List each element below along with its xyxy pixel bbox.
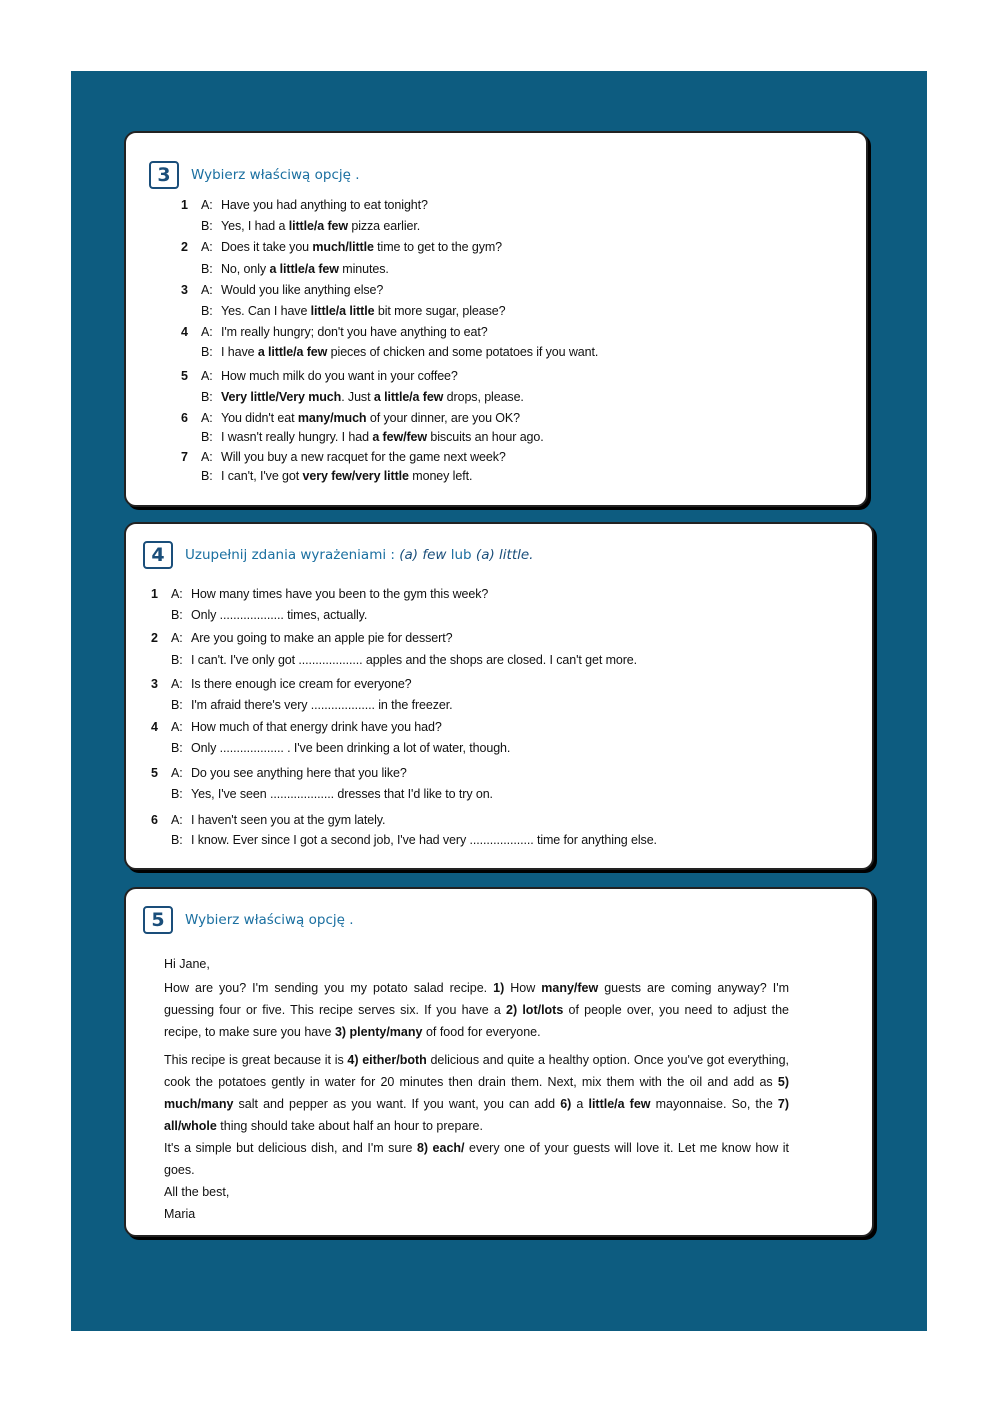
text-segment: thing should take about half an hour to prepare. xyxy=(216,1119,483,1133)
item-number: 4 xyxy=(181,325,188,339)
text-segment: delicious and quite a healthy option. Once you've got everything, cook the potatoes gently in water for 20 minutes then drain them. Next, mix them with the oil and add as xyxy=(164,1053,790,1089)
item-number: 7 xyxy=(181,450,188,464)
speaker-label: B: xyxy=(171,608,183,622)
question-line-a xyxy=(151,720,442,734)
letter-paragraph xyxy=(164,1137,789,1181)
question-line-a xyxy=(181,369,458,383)
answer-option: much/little xyxy=(312,240,374,254)
line-text: I can't. I've only got ................... apples and the shops are closed. I can't get more. xyxy=(191,653,638,667)
speaker-label: A: xyxy=(201,198,213,212)
question-line-b xyxy=(151,698,452,712)
exercise-instruction: Wybierz właściwą opcję . xyxy=(191,167,360,183)
text-segment: minutes. xyxy=(338,262,389,276)
text-segment: mayonnaise. So, the xyxy=(650,1097,778,1111)
question-line-b xyxy=(151,653,637,667)
text-segment: I can't, I've got xyxy=(221,469,303,483)
exercise-instruction xyxy=(185,547,533,563)
instruction-option-little: (a) little. xyxy=(475,547,534,563)
text-segment: drops, please. xyxy=(443,390,524,404)
text-segment: How much milk do you want in your coffee? xyxy=(221,369,458,383)
speaker-label: A: xyxy=(201,325,213,339)
speaker-label: A: xyxy=(171,587,183,601)
line-text: Is there enough ice cream for everyone? xyxy=(191,677,412,691)
item-number: 3 xyxy=(181,283,188,297)
answer-option: 3) plenty/many xyxy=(334,1025,423,1039)
question-line-b xyxy=(151,741,510,755)
text-segment: Yes. Can I have xyxy=(221,304,311,318)
text-segment: I'm really hungry; don't you have anything to eat? xyxy=(221,325,488,339)
speaker-label: B: xyxy=(171,787,183,801)
question-line-a xyxy=(181,198,428,212)
letter-greeting: Hi Jane, xyxy=(164,957,210,971)
speaker-label: B: xyxy=(201,390,213,404)
text-segment: every one of your guests will love it. Let me know how it goes. xyxy=(164,1141,789,1177)
question-line-b xyxy=(181,390,524,404)
letter-body xyxy=(164,953,789,1225)
speaker-label: B: xyxy=(171,653,183,667)
question-line-b xyxy=(151,787,493,801)
instruction-option-few: (a) few xyxy=(399,547,447,563)
speaker-label: A: xyxy=(201,369,213,383)
question-line-a xyxy=(181,283,383,297)
exercise-number-badge: 5 xyxy=(143,906,173,934)
question-line-b xyxy=(181,345,598,359)
text-segment: Would you like anything else? xyxy=(221,283,384,297)
line-text: Are you going to make an apple pie for dessert? xyxy=(191,631,453,645)
text-segment: How xyxy=(504,981,542,995)
question-line-a xyxy=(181,450,506,464)
speaker-label: B: xyxy=(201,304,213,318)
line-text: Yes, I've seen ................... dresses that I'd like to try on. xyxy=(191,787,493,801)
question-line-a xyxy=(151,813,385,827)
speaker-label: B: xyxy=(201,430,213,444)
text-segment: How are you? I'm sending you my potato salad recipe. xyxy=(164,981,494,995)
answer-option: 1) xyxy=(493,981,505,995)
item-number: 6 xyxy=(151,813,158,827)
item-number: 5 xyxy=(151,766,158,780)
exercise-5-header xyxy=(143,906,354,934)
question-line-b xyxy=(151,608,367,622)
line-text: I'm afraid there's very ................... in the freezer. xyxy=(191,698,453,712)
text-segment: Have you had anything to eat tonight? xyxy=(221,198,428,212)
question-line-a xyxy=(181,411,520,425)
exercise-number-badge: 3 xyxy=(149,161,179,189)
speaker-label: B: xyxy=(201,262,213,276)
item-number: 2 xyxy=(151,631,158,645)
line-text: Only ................... . I've been drinking a lot of water, though. xyxy=(191,741,511,755)
text-segment: Does it take you xyxy=(221,240,313,254)
instruction-text: Uzupełnij zdania wyrażeniami : xyxy=(185,547,400,563)
speaker-label: A: xyxy=(171,631,183,645)
answer-option: 7) all/whole xyxy=(164,1097,790,1133)
answer-option: 2) lot/lots xyxy=(506,1003,564,1017)
item-number: 2 xyxy=(181,240,188,254)
text-segment: money left. xyxy=(408,469,473,483)
item-number: 4 xyxy=(151,720,158,734)
text-segment: I have xyxy=(221,345,258,359)
text-segment: This recipe is great because it is xyxy=(164,1053,348,1067)
text-segment: salt and pepper as you want. If you want, you can add xyxy=(233,1097,561,1111)
exercise-instruction: Wybierz właściwą opcję . xyxy=(185,912,354,928)
text-segment: Will you buy a new racquet for the game next week? xyxy=(221,450,506,464)
answer-option: Very little/Very much xyxy=(221,390,342,404)
speaker-label: A: xyxy=(171,766,183,780)
question-line-b xyxy=(181,304,505,318)
question-line-b xyxy=(181,262,389,276)
question-line-b xyxy=(151,833,657,847)
line-text: I haven't seen you at the gym lately. xyxy=(191,813,386,827)
speaker-label: A: xyxy=(201,240,213,254)
text-segment: of your dinner, are you OK? xyxy=(366,411,521,425)
speaker-label: A: xyxy=(171,813,183,827)
speaker-label: A: xyxy=(201,283,213,297)
text-segment: guests are coming anyway? I'm guessing four or five. This recipe serves six. If you have a xyxy=(164,981,789,1017)
text-segment: a xyxy=(571,1097,589,1111)
exercise-4-header xyxy=(143,541,533,569)
speaker-label: A: xyxy=(171,677,183,691)
text-segment: No, only xyxy=(221,262,270,276)
item-number: 1 xyxy=(151,587,158,601)
question-line-b xyxy=(181,469,472,483)
speaker-label: A: xyxy=(171,720,183,734)
question-line-a xyxy=(151,631,452,645)
text-segment: You didn't eat xyxy=(221,411,298,425)
answer-option: a little/a few xyxy=(269,262,339,276)
text-segment: of food for everyone. xyxy=(422,1025,541,1039)
line-text: Do you see anything here that you like? xyxy=(191,766,407,780)
question-line-b xyxy=(181,430,544,444)
exercise-3-header xyxy=(149,161,360,189)
item-number: 1 xyxy=(181,198,188,212)
text-segment: It's a simple but delicious dish, and I'm sure xyxy=(164,1141,417,1155)
line-text: Only ................... times, actually. xyxy=(191,608,368,622)
text-segment: Yes, I had a xyxy=(221,219,289,233)
speaker-label: B: xyxy=(171,741,183,755)
text-segment: I wasn't really hungry. I had xyxy=(221,430,373,444)
letter-paragraph xyxy=(164,1049,789,1137)
speaker-label: B: xyxy=(171,698,183,712)
letter-paragraph xyxy=(164,977,789,1043)
question-line-a xyxy=(151,587,488,601)
letter-closing: All the best, xyxy=(164,1185,230,1199)
answer-option: little/a few xyxy=(288,219,348,233)
instruction-text: lub xyxy=(446,547,476,563)
text-segment: biscuits an hour ago. xyxy=(427,430,544,444)
text-segment: pieces of chicken and some potatoes if you want. xyxy=(327,345,599,359)
answer-option: little/a few xyxy=(588,1097,651,1111)
line-text: I know. Ever since I got a second job, I've had very ................... time for anything else. xyxy=(191,833,657,847)
question-line-a xyxy=(151,677,412,691)
speaker-label: B: xyxy=(201,345,213,359)
text-segment: of people over, you need to adjust the recipe, to make sure you have xyxy=(164,1003,789,1039)
text-segment: . Just xyxy=(341,390,374,404)
question-line-b xyxy=(181,219,420,233)
text-segment: pizza earlier. xyxy=(347,219,421,233)
answer-option: a little/a few xyxy=(373,390,444,404)
item-number: 6 xyxy=(181,411,188,425)
answer-option: 5) much/many xyxy=(164,1075,789,1111)
question-line-a xyxy=(181,240,502,254)
speaker-label: B: xyxy=(171,833,183,847)
answer-option: many/much xyxy=(297,411,367,425)
answer-option: a little/a few xyxy=(257,345,328,359)
line-text: How much of that energy drink have you had? xyxy=(191,720,442,734)
speaker-label: B: xyxy=(201,469,213,483)
exercise-number-badge: 4 xyxy=(143,541,173,569)
answer-option: 6) xyxy=(560,1097,572,1111)
answer-option: a few/few xyxy=(372,430,428,444)
item-number: 3 xyxy=(151,677,158,691)
text-segment: bit more sugar, please? xyxy=(374,304,506,318)
line-text: How many times have you been to the gym this week? xyxy=(191,587,489,601)
letter-signature: Maria xyxy=(164,1207,196,1221)
item-number: 5 xyxy=(181,369,188,383)
answer-option: 4) either/both xyxy=(347,1053,427,1067)
answer-option: 8) each/ xyxy=(416,1141,465,1155)
answer-option: little/a little xyxy=(310,304,375,318)
text-segment: time to get to the gym? xyxy=(373,240,503,254)
question-line-a xyxy=(151,766,407,780)
answer-option: very few/very little xyxy=(302,469,409,483)
question-line-a xyxy=(181,325,488,339)
speaker-label: A: xyxy=(201,450,213,464)
speaker-label: A: xyxy=(201,411,213,425)
answer-option: many/few xyxy=(541,981,599,995)
speaker-label: B: xyxy=(201,219,213,233)
